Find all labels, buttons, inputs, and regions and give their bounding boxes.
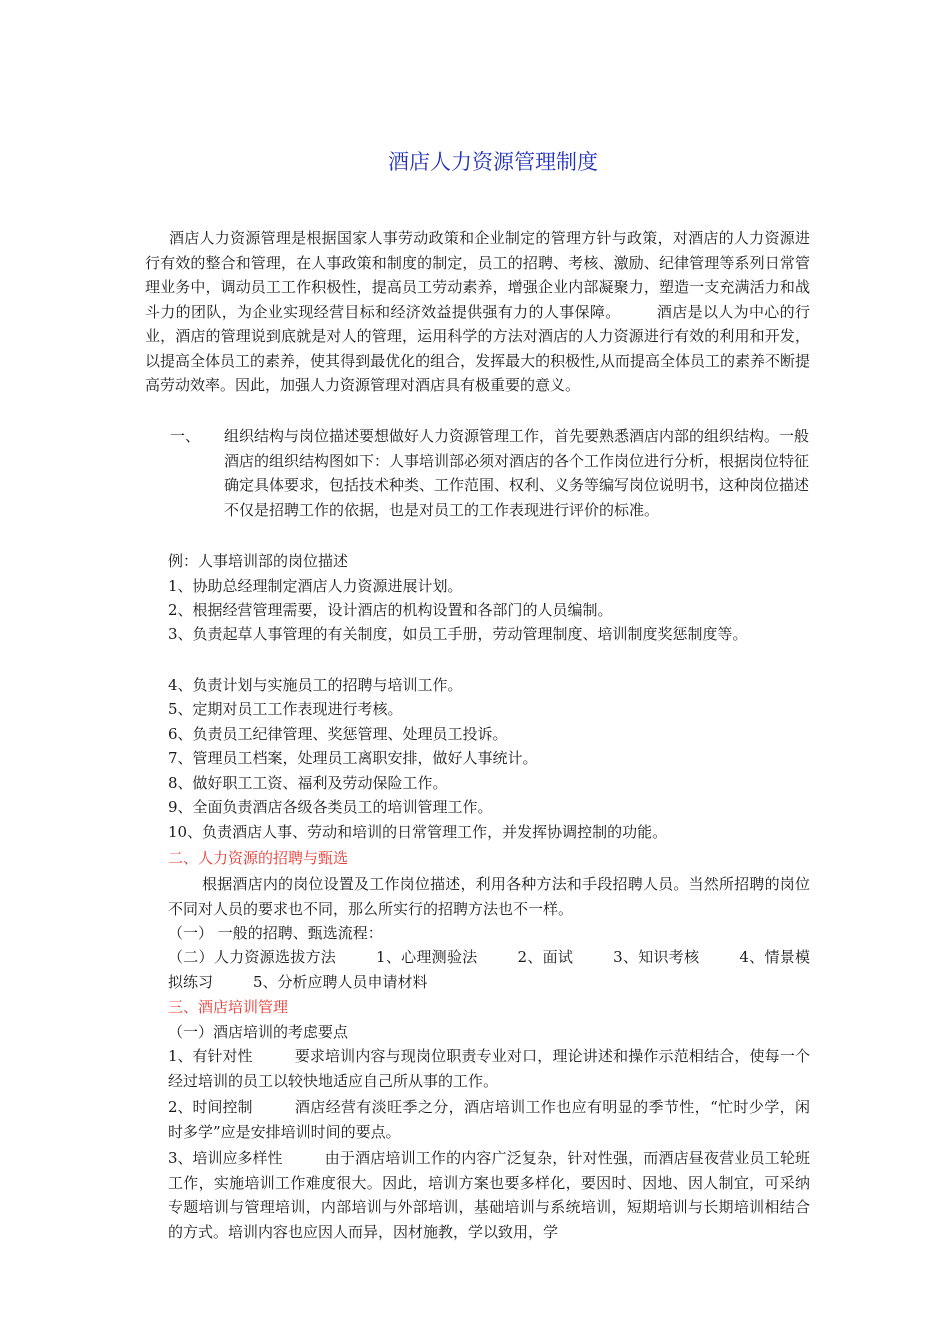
section-2-heading: 二、人力资源的招聘与甄选: [168, 849, 349, 867]
training-point-label: 3、培训应多样性: [168, 1149, 283, 1167]
training-point-label: 2、时间控制: [168, 1098, 253, 1116]
duty-item: 1、协助总经理制定酒店人力资源进展计划。: [168, 577, 463, 595]
training-point: [168, 1095, 810, 1144]
method-item: 4、情景模拟练习: [168, 948, 811, 991]
duty-item: 2、根据经营管理需要，设计酒店的机构设置和各部门的人员编制。: [168, 601, 613, 619]
section-2-body: 根据酒店内的岗位设置及工作岗位描述，利用各种方法和手段招聘人员。当然所招聘的岗位不同对人员的要求也不同，那么所实行的招聘方法也不一样。: [168, 875, 810, 918]
duty-item: 6、负责员工纪律管理、奖惩管理、处理员工投诉。: [168, 725, 508, 743]
selection-methods: [168, 945, 810, 994]
section-1-body: 组织结构与岗位描述要想做好人力资源管理工作，首先要熟悉酒店内部的组织结构。一般酒店的组织结构图如下：人事培训部必须对酒店的各个工作岗位进行分析，根据岗位特征确定具体要求，包括技术种类、工作范围、权利、义务等编写岗位说明书，这种岗位描述不仅是招聘工作的依据，也是对员工的工作表现进行评价的标准。: [224, 427, 810, 519]
training-point-text: 由于酒店培训工作的内容广泛复杂，针对性强，而酒店昼夜营业员工轮班工作，实施培训工作难度很大。因此，培训方案也要多样化，要因时、因地、因人制宜，可采纳专题培训与管理培训，内部培训与外部培训，基础培训与系统培训，短期培训与长期培训相结合的方式。培训内容也应因人而异，因材施教，学以致用，学: [168, 1149, 810, 1241]
duty-item: 5、定期对员工工作表现进行考核。: [168, 700, 403, 718]
intro-text-2: 酒店是以人为中心的行业，酒店的管理说到底就是对人的管理，运用科学的方法对酒店的人力资源进行有效的利用和开发，以提高全体员工的素养，使其得到最优化的组合，发挥最大的积极性,从而提高全体员工的素养不断提高劳动效率。因此，加强人力资源管理对酒店具有极重要的意义。: [145, 302, 810, 394]
intro-paragraph: [145, 226, 810, 398]
training-point: [168, 1146, 810, 1244]
section-3-sub-1: （一）酒店培训的考虑要点: [168, 1023, 349, 1041]
section-3-heading: 三、酒店培训管理: [168, 998, 289, 1016]
duty-item: 8、做好职工工资、福利及劳动保险工作。: [168, 774, 448, 792]
document-title: 酒店人力资源管理制度: [388, 150, 598, 174]
method-item: 2、面试: [517, 948, 574, 966]
training-point-text: 要求培训内容与现岗位职责专业对口，理论讲述和操作示范相结合，使每一个经过培训的员工以较快地适应自己所从事的工作。: [168, 1047, 810, 1090]
duty-item: 10、负责酒店人事、劳动和培训的日常管理工作，并发挥协调控制的功能。: [168, 823, 668, 841]
section-2-sub-2: （二）人力资源选拔方法: [168, 948, 337, 966]
section-2-sub-1: （一） 一般的招聘、甄选流程：: [168, 924, 383, 942]
method-item: 3、知识考核: [613, 948, 700, 966]
duty-item: 9、全面负责酒店各级各类员工的培训管理工作。: [168, 798, 493, 816]
method-item: 1、心理测验法: [376, 948, 478, 966]
training-point: [168, 1044, 810, 1093]
method-item: 5、分析应聘人员申请材料: [253, 972, 428, 991]
intro-text-1: 酒店人力资源管理是根据国家人事劳动政策和企业制定的管理方针与政策，对酒店的人力资源进行有效的整合和管理，在人事政策和制度的制定，员工的招聘、考核、激励、纪律管理等系列日常管理业务中，调动员工工作积极性，提高员工劳动素养，增强企业内部凝聚力，塑造一支充满活力和战斗力的团队，为企业实现经营目标和经济效益提供强有力的人事保障。: [145, 229, 810, 321]
duty-item: 4、负责计划与实施员工的招聘与培训工作。: [168, 676, 463, 694]
duty-item: 7、管理员工档案，处理员工离职安排，做好人事统计。: [168, 749, 538, 767]
duty-item: 3、负责起草人事管理的有关制度，如员工手册，劳动管理制度、培训制度奖惩制度等。: [168, 625, 748, 643]
section-1-number: 一、: [170, 427, 201, 445]
training-point-text: 酒店经营有淡旺季之分，酒店培训工作也应有明显的季节性，“忙时少学，闲时多学”应是安排培训时间的要点。: [168, 1098, 810, 1141]
training-point-label: 1、有针对性: [168, 1047, 253, 1065]
example-label: 例：人事培训部的岗位描述: [168, 552, 349, 570]
